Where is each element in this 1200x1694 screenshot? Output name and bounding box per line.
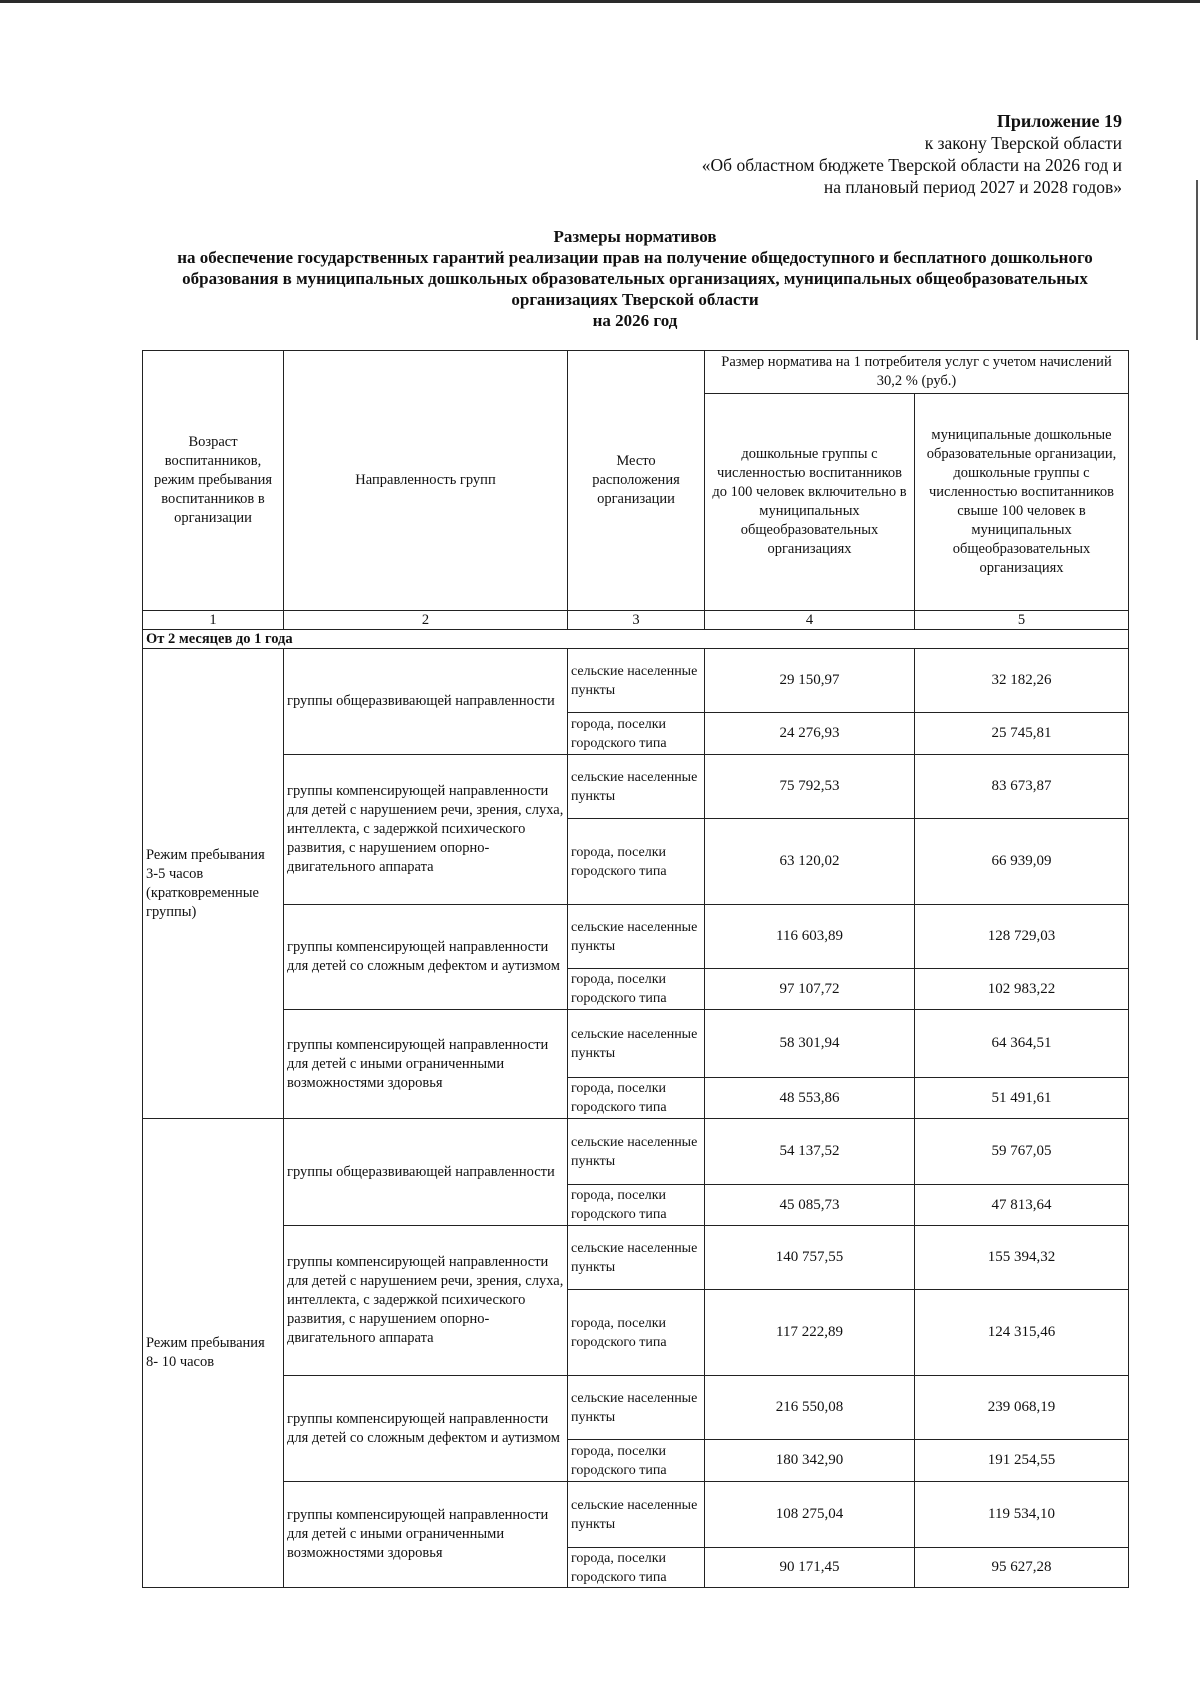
- header-norm-size: Размер норматива на 1 потребителя услуг с учетом начислений 30,2 % (руб.): [705, 351, 1129, 394]
- regime-label: Режим пребывания 3-5 часов (кратковременные группы): [143, 649, 284, 1119]
- title-line: на 2026 год: [592, 311, 678, 330]
- location: города, поселки городского типа: [568, 1290, 705, 1376]
- group-focus: группы компенсирующей направленности для детей с нарушением речи, зрения, слуха, интеллекта, с задержкой психического развития, с нарушением опорно-двигательного аппарата: [284, 1226, 568, 1376]
- norm-value: 29 150,97: [705, 649, 915, 713]
- appendix-line: к закону Тверской области: [924, 133, 1122, 153]
- location: города, поселки городского типа: [568, 1078, 705, 1119]
- norm-value: 180 342,90: [705, 1440, 915, 1482]
- norm-value: 128 729,03: [915, 905, 1129, 969]
- group-focus: группы компенсирующей направленности для детей с иными ограниченными возможностями здоровья: [284, 1010, 568, 1119]
- table-row: [143, 1376, 1129, 1440]
- group-focus: группы общеразвивающей направленности: [284, 649, 568, 755]
- norm-value: 102 983,22: [915, 969, 1129, 1010]
- location: города, поселки городского типа: [568, 1440, 705, 1482]
- group-focus: группы компенсирующей направленности для детей со сложным дефектом и аутизмом: [284, 905, 568, 1010]
- location: города, поселки городского типа: [568, 819, 705, 905]
- table-row: [143, 1010, 1129, 1078]
- location: сельские населенные пункты: [568, 905, 705, 969]
- location: сельские населенные пункты: [568, 1226, 705, 1290]
- norm-value: 75 792,53: [705, 755, 915, 819]
- norm-value: 117 222,89: [705, 1290, 915, 1376]
- scan-edge-top: [0, 0, 1200, 3]
- norm-value: 24 276,93: [705, 713, 915, 755]
- appendix-header: [702, 110, 1122, 198]
- norm-value: 97 107,72: [705, 969, 915, 1010]
- title-line: организациях Тверской области: [511, 290, 759, 309]
- column-number: 2: [284, 611, 568, 630]
- title-line: Размеры нормативов: [553, 227, 717, 246]
- header-row: [143, 351, 1129, 394]
- group-focus: группы компенсирующей направленности для детей со сложным дефектом и аутизмом: [284, 1376, 568, 1482]
- column-number: 3: [568, 611, 705, 630]
- location: города, поселки городского типа: [568, 713, 705, 755]
- column-number-row: [143, 611, 1129, 630]
- section-row: [143, 630, 1129, 649]
- norm-value: 140 757,55: [705, 1226, 915, 1290]
- header-small-groups: дошкольные группы с численностью воспитанников до 100 человек включительно в муниципальных общеобразовательных организациях: [705, 394, 915, 611]
- norm-value: 95 627,28: [915, 1548, 1129, 1588]
- location: сельские населенные пункты: [568, 1376, 705, 1440]
- norm-value: 32 182,26: [915, 649, 1129, 713]
- location: города, поселки городского типа: [568, 1185, 705, 1226]
- location: города, поселки городского типа: [568, 1548, 705, 1588]
- appendix-line: «Об областном бюджете Тверской области на 2026 год и: [701, 155, 1122, 175]
- table-row: [143, 905, 1129, 969]
- norm-value: 45 085,73: [705, 1185, 915, 1226]
- location: сельские населенные пункты: [568, 755, 705, 819]
- norm-value: 66 939,09: [915, 819, 1129, 905]
- location: сельские населенные пункты: [568, 1119, 705, 1185]
- header-location: Место расположения организации: [568, 351, 705, 611]
- table-row: [143, 649, 1129, 713]
- norm-value: 59 767,05: [915, 1119, 1129, 1185]
- norm-value: 83 673,87: [915, 755, 1129, 819]
- document-title: [140, 226, 1130, 331]
- norm-value: 216 550,08: [705, 1376, 915, 1440]
- header-age-regime: Возраст воспитанников, режим пребывания воспитанников в организации: [143, 351, 284, 611]
- column-number: 5: [915, 611, 1129, 630]
- group-focus: группы компенсирующей направленности для детей с нарушением речи, зрения, слуха, интеллекта, с задержкой психического развития, с нарушением опорно-двигательного аппарата: [284, 755, 568, 905]
- table-row: [143, 1226, 1129, 1290]
- location: сельские населенные пункты: [568, 1482, 705, 1548]
- header-large-organizations: муниципальные дошкольные образовательные организации, дошкольные группы с численностью воспитанников свыше 100 человек в муниципальных общеобразовательных организациях: [915, 394, 1129, 611]
- norm-value: 124 315,46: [915, 1290, 1129, 1376]
- norm-value: 64 364,51: [915, 1010, 1129, 1078]
- norm-value: 90 171,45: [705, 1548, 915, 1588]
- location: сельские населенные пункты: [568, 1010, 705, 1078]
- norm-value: 155 394,32: [915, 1226, 1129, 1290]
- norm-value: 58 301,94: [705, 1010, 915, 1078]
- norm-value: 108 275,04: [705, 1482, 915, 1548]
- title-line: на обеспечение государственных гарантий реализации прав на получение общедоступного и бесплатного дошкольного: [177, 248, 1093, 267]
- scan-edge-right: [1196, 180, 1198, 340]
- group-focus: группы компенсирующей направленности для детей с иными ограниченными возможностями здоровья: [284, 1482, 568, 1588]
- norm-value: 63 120,02: [705, 819, 915, 905]
- norm-value: 239 068,19: [915, 1376, 1129, 1440]
- norm-value: 25 745,81: [915, 713, 1129, 755]
- norm-value: 54 137,52: [705, 1119, 915, 1185]
- table-row: [143, 1119, 1129, 1185]
- table-row: [143, 1482, 1129, 1548]
- location: сельские населенные пункты: [568, 649, 705, 713]
- table-row: [143, 755, 1129, 819]
- column-number: 4: [705, 611, 915, 630]
- norm-value: 51 491,61: [915, 1078, 1129, 1119]
- norms-table: [142, 350, 1129, 1588]
- section-label: От 2 месяцев до 1 года: [143, 630, 1129, 649]
- group-focus: группы общеразвивающей направленности: [284, 1119, 568, 1226]
- norm-value: 119 534,10: [915, 1482, 1129, 1548]
- location: города, поселки городского типа: [568, 969, 705, 1010]
- norm-value: 48 553,86: [705, 1078, 915, 1119]
- title-line: образования в муниципальных дошкольных образовательных организациях, муниципальных общеобразовательных: [182, 269, 1088, 288]
- appendix-title: Приложение 19: [996, 111, 1122, 131]
- regime-label: Режим пребывания 8- 10 часов: [143, 1119, 284, 1588]
- header-group-focus: Направленность групп: [284, 351, 568, 611]
- norm-value: 116 603,89: [705, 905, 915, 969]
- norm-value: 47 813,64: [915, 1185, 1129, 1226]
- appendix-line: на плановый период 2027 и 2028 годов»: [823, 177, 1122, 197]
- column-number: 1: [143, 611, 284, 630]
- norm-value: 191 254,55: [915, 1440, 1129, 1482]
